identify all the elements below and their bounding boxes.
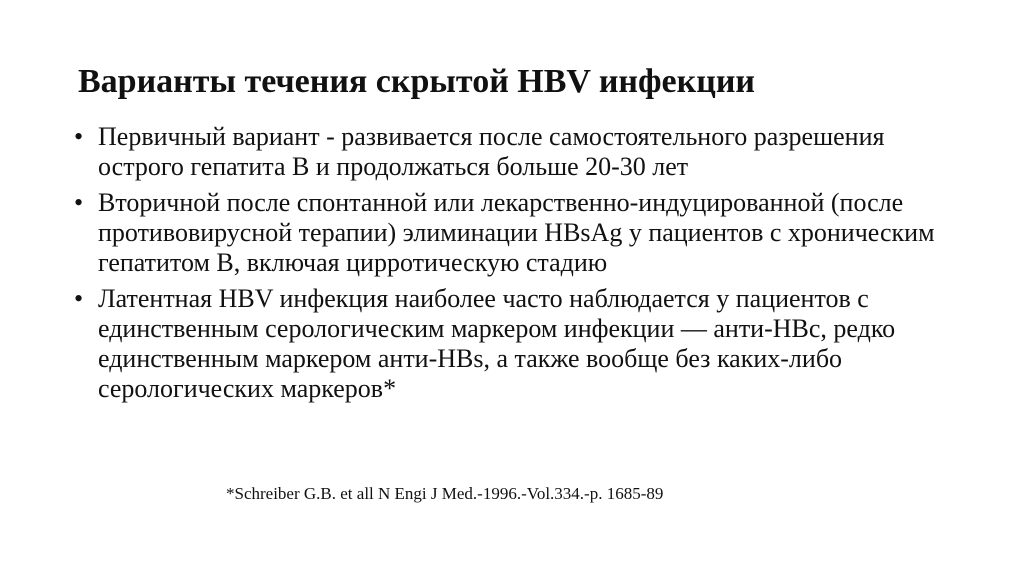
bullet-item-primary (74, 122, 954, 182)
bullet-text: Первичный вариант - развивается после самостоятельного разрешения острого гепатита В и продолжаться больше 20-30 лет (98, 122, 885, 181)
bullet-item-secondary (74, 188, 954, 278)
bullet-dot-icon: • (74, 284, 84, 313)
slide-title: Варианты течения скрытой HBV инфекции (78, 63, 755, 100)
bullet-dot-icon: • (74, 188, 84, 217)
bullet-text: Вторичной после спонтанной или лекарственно-индуцированной (после противовирусной терапии) элиминации HBsAg у пациентов с хроническим гепатитом В, включая цирротическую стадию (98, 188, 935, 277)
bullet-dot-icon: • (74, 122, 84, 151)
footnote-citation: *Schreiber G.B. et all N Engi J Med.-1996.-Vol.334.-p. 1685-89 (226, 484, 664, 503)
bullet-text: Латентная HBV инфекция наиболее часто наблюдается у пациентов с единственным серологическим маркером инфекции — анти-HBc, редко единственным маркером анти-HBs, а также вообще без каких-либо серологических маркеров* (98, 284, 896, 403)
bullet-item-latent (74, 284, 954, 404)
bullet-list (74, 122, 954, 410)
